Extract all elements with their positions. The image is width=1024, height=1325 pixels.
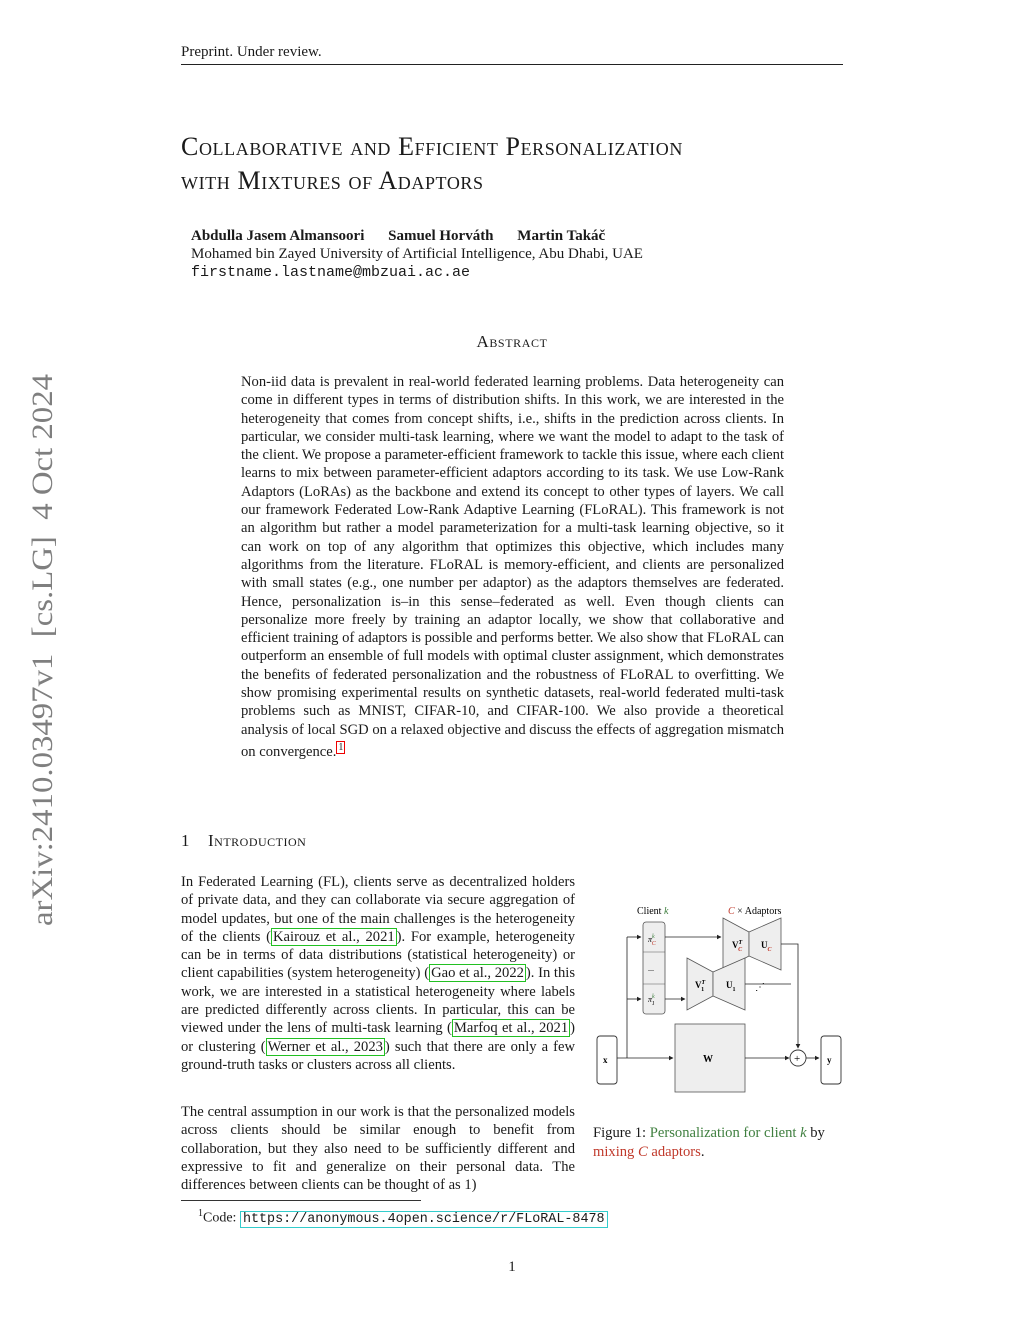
v1-label: $V^T$ 1 [695,980,706,993]
caption-green-text: Personalization for client [649,1125,801,1141]
page-number: 1 [508,1259,516,1275]
author-email: firstname.lastname@mbzuai.ac.ae [191,264,471,281]
citation-werner-link[interactable] [266,1038,385,1056]
citation-kairouz-link[interactable] [271,928,397,946]
title-line-1: Collaborative and Efficient Personalization [181,132,683,161]
author-3: Martin Takáč [517,228,606,244]
author-2: Samuel Horváth [388,228,494,244]
section-number: 1 [181,831,190,850]
text-run: ). For example, heterogeneity can be in terms of data distributions (statistical heterogeneity) or client capabilities (system heterogeneity) ( [181,928,576,982]
footnote-mark: 1 [198,1208,203,1219]
pi-top-label: $\pi^k$ C [648,934,656,947]
title-line-2: with Mixtures of Adaptors [181,166,484,195]
citation-text: Gao et al. [431,965,488,982]
caption-green-var: k [800,1125,807,1141]
figure-1-diagram [593,900,843,1100]
diagram-svg [593,900,843,1100]
footnote [198,1208,608,1227]
affiliation: Mohamed bin Zayed University of Artificial Intelligence, Abu Dhabi, UAE [191,246,643,262]
vc-label: $V^T$ C [732,940,743,953]
pi-bottom-label: $\pi^k$ 1 [648,994,655,1007]
intro-paragraph-2: The central assumption in our work is that the personalized models across clients should be similar enough to benefit from collaboration, but they also need to be sufficiently different and expressive to fit and generalize on their personal data. The differences between clients can be thought of as 1) [181,1104,575,1194]
citation-year: 2023 [353,1038,383,1055]
section-title: Introduction [208,831,307,850]
x-label: x [603,1055,608,1065]
caption-red-text: mixing [593,1144,638,1160]
code-url-link[interactable]: https://anonymous.4open.science/r/FLoRAL-8478 [240,1211,608,1228]
w-label: W [703,1054,713,1065]
citation-text: Werner et al. [267,1038,346,1055]
abstract-text: Non-iid data is prevalent in real-world federated learning problems. Data heterogeneity can come in different types in terms of distribution shifts. In this work, we are interested in the heterogeneity that comes from concept shifts, i.e., shifts in the prediction across clients. In particular, we consider multi-task learning, where we want the model to adapt to the task of the client. We propose a parameter-efficient framework to tackle this issue, where each client learns to mix between parameter-efficient adaptors according to its task. We use Low-Rank Adaptors (LoRAs) as the backbone and extend its concept to other types of layers. We call our framework Federated Low-Rank Adaptive Learning (FLoRAL). This framework is not an algorithm but rather a model parameterization for a multi-task learning objective, so it can work on top of any algorithm that optimizes this objective, which includes many algorithms from the literature. FLoRAL is memory-efficient, and clients are personalized with small states (e.g., one number per adaptor) as the adaptors themselves are federated. Hence, personalization is–in this sense–federated as well. Even though clients can personalize more freely by training an adaptor locally, we show that collaborative and efficient training of adaptors is possible and performs better. We also show that FLoRAL can outperform an ensemble of full models with optimal cluster assignment, which demonstrates the benefits of federated personalization and the robustness of FLoRAL to overfitting. We show promising experimental results on synthetic datasets, real-world federated multi-task problems such as MNIST, CIFAR-10, and CIFAR-100. We also provide a theoretical analysis of local SGD on a relaxed objective and discuss the effects of aggregation mismatch on convergence. [241,374,784,760]
abstract-heading: Abstract [476,332,548,351]
text-run: In Federated Learning (FL), clients serve as decentralized holders of private data, and they can collaborate via secure aggregation of model updates, but one of the main challenges is the heterogeneity of the clients ( [181,874,575,945]
uc-label: $U_C$ [761,940,772,953]
citation-year: 2021 [538,1020,569,1037]
client-label: Client k [637,906,669,917]
abstract-body [241,373,784,761]
arxiv-stamp-svg [22,370,62,930]
plus-label: + [794,1053,801,1065]
figure-1-caption [593,1124,845,1162]
pi-ellipsis: ... [648,964,654,973]
citation-text: Kairouz et al. [273,928,357,945]
text-run: , [356,928,366,945]
running-header: Preprint. Under review. [181,44,843,65]
footnote-ref-link[interactable]: 1 [338,741,344,753]
text-run: ) or clustering ( [181,1020,576,1055]
author-1: Abdulla Jasem Almansoori [191,228,365,244]
footnote-label: Code: [203,1210,240,1226]
intro-paragraph-1 [181,873,575,1074]
arxiv-id-text: arXiv:2410.03497v1 [cs.LG] 4 Oct 2024 [26,421,59,926]
text-run: ) such that there are only a few ground-truth tasks or clusters across all clients. [181,1038,575,1073]
citation-marfoq-link[interactable] [452,1019,570,1037]
diagonal-dots: ⋰ [755,982,765,993]
paper-title [181,130,861,198]
arxiv-stamp [22,370,62,930]
arrow-uc-to-sum [781,944,798,1048]
text-run: , [530,1020,539,1037]
text-run: , [487,965,495,982]
text-run: ). In this work, we are interested in a statistical heterogeneity where labels are predicted differently across clients. In particular, this can be viewed under the lens of multi-task learning ( [181,965,575,1037]
citation-year: 2021 [365,928,395,945]
adaptors-label: C × Adaptors [728,906,782,917]
caption-red-text-2: adaptors [647,1144,701,1160]
caption-end: . [700,1144,705,1160]
caption-prefix: Figure 1: [593,1125,650,1141]
author-list [191,228,625,245]
text-run: , [345,1038,354,1055]
caption-mid: by [806,1125,825,1141]
citation-year: 2022 [494,965,524,982]
u1-label: $U_1$ [726,980,736,993]
section-heading-introduction [181,831,306,851]
y-label: y [827,1055,832,1065]
citation-gao-link[interactable] [429,964,526,982]
footnote-rule [181,1200,421,1201]
citation-text: Marfoq et al. [453,1020,531,1037]
caption-red-var: C [638,1144,648,1160]
